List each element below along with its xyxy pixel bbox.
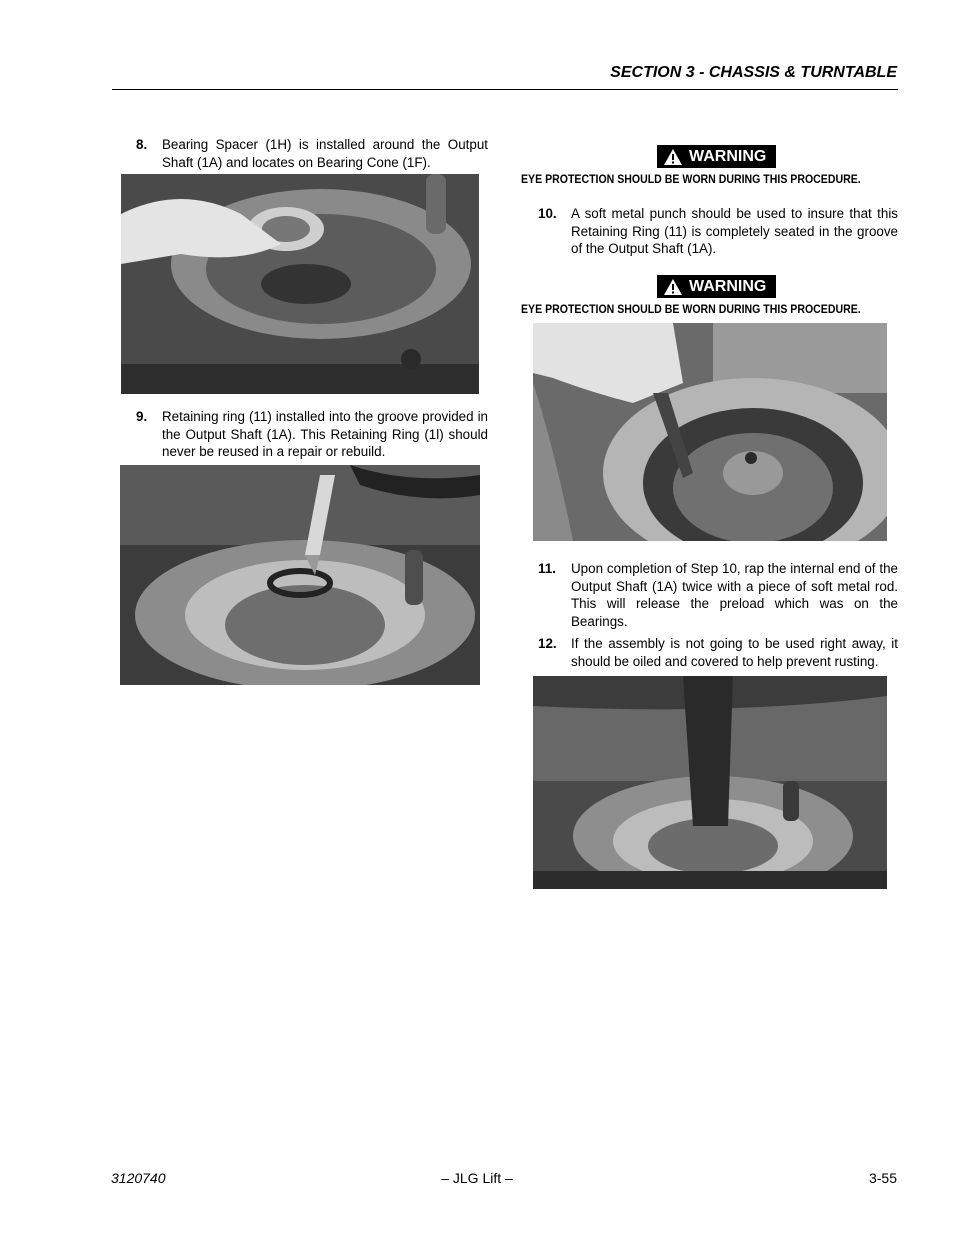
warning-badge xyxy=(657,275,776,298)
warning-triangle-icon xyxy=(663,148,683,166)
step-text: Retaining ring (11) installed into the groove provided in the Output Shaft (1A). This Retaining Ring (1l) should never be reused in a repair or rebuild. xyxy=(162,409,488,459)
step-8 xyxy=(136,136,488,172)
step-text: Bearing Spacer (1H) is installed around the Output Shaft (1A) and locates on Bearing Cone (1F). xyxy=(162,137,488,170)
photo-soft-metal-punch xyxy=(533,323,887,541)
footer-company: – JLG Lift – xyxy=(441,1170,513,1186)
step-12 xyxy=(538,635,898,671)
warning-message: EYE PROTECTION SHOULD BE WORN DURING THIS PROCEDURE. xyxy=(521,302,861,316)
warning-label: WARNING xyxy=(689,148,767,165)
step-9 xyxy=(136,408,488,462)
step-text: Upon completion of Step 10, rap the internal end of the Output Shaft (1A) twice with a piece of soft metal rod. This will release the preload which was on the Bearings. xyxy=(571,561,898,629)
step-text: If the assembly is not going to be used right away, it should be oiled and covered to help prevent rusting. xyxy=(571,636,898,669)
warning-triangle-icon xyxy=(663,278,683,296)
step-text: A soft metal punch should be used to insure that this Retaining Ring (11) is completely seated in the groove of the Output Shaft (1A). xyxy=(571,206,898,256)
warning-label: WARNING xyxy=(689,278,767,295)
photo-retaining-ring xyxy=(120,465,480,685)
step-10 xyxy=(538,205,898,259)
photo-bearing-spacer xyxy=(121,174,479,394)
footer-doc-number: 3120740 xyxy=(111,1170,166,1186)
step-number: 12. xyxy=(538,636,557,651)
step-number: 9. xyxy=(136,409,148,424)
header-divider xyxy=(112,89,898,90)
photo-output-shaft-rod xyxy=(533,676,887,889)
warning-badge xyxy=(657,145,776,168)
section-title: SECTION 3 - CHASSIS & TURNTABLE xyxy=(610,64,897,81)
warning-message: EYE PROTECTION SHOULD BE WORN DURING THIS PROCEDURE. xyxy=(521,172,861,186)
step-number: 10. xyxy=(538,206,557,221)
footer-page-number: 3-55 xyxy=(868,1170,897,1186)
step-number: 11. xyxy=(538,561,556,576)
step-11 xyxy=(538,560,898,632)
step-number: 8. xyxy=(136,137,148,152)
